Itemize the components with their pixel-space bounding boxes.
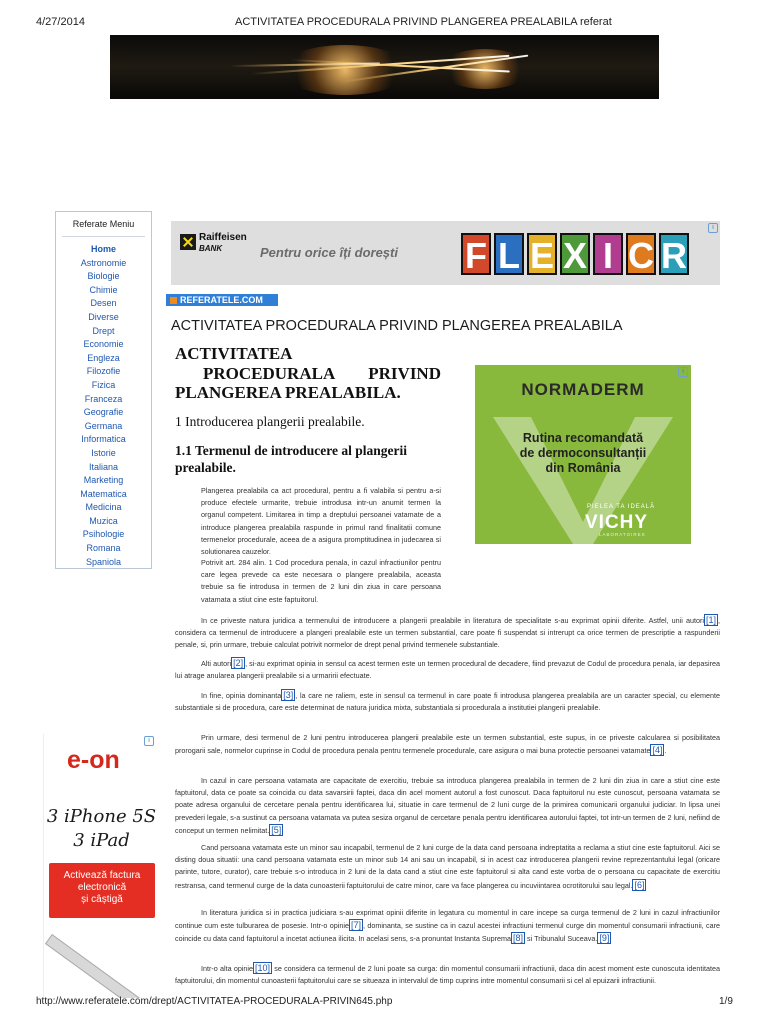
footnote-link-6[interactable]: [6] [634, 879, 645, 890]
page-title: ACTIVITATEA PROCEDURALA PRIVIND PLANGEREA PREALABILA [171, 318, 623, 334]
article-title-line1: ACTIVITATEA [175, 344, 293, 363]
page-url: http://www.referatele.com/drept/ACTIVITATEA-PROCEDURALA-PRIVIN645.php [36, 996, 393, 1007]
paragraph-4: Alti autori [2] , si-au exprimat opinia in sensul ca acest termen este un termen procedural de decadere, fiind prevazut de Codul de procedura penala, iar depasirea lui atrage anularea plangerii prealabile si a urmaririi efectuate. [175, 658, 720, 681]
menu-item-chimie[interactable]: Chimie [89, 284, 118, 295]
menu-item-geografie[interactable]: Geografie [83, 407, 124, 418]
vichy-laboratoires: LABORATOIRES [599, 532, 646, 537]
site-banner [110, 35, 659, 99]
menu-item-drept[interactable]: Drept [92, 325, 115, 336]
flexicredit-lettering [461, 233, 689, 275]
print-title: ACTIVITATEA PROCEDURALA PRIVIND PLANGEREA PREALABILA referat [235, 16, 612, 28]
paragraph-2: Potrivit art. 284 alin. 1 Cod procedura penala, in cazul infractiunilor pentru care legea prevede ca este necesara o plangere prealabila, aceasta trebuie sa fie introdusa in termen de 2 luni din ziua in care persoana vatamata a stiut cine este faptuitorul. [201, 558, 441, 604]
menu-item-biologie[interactable]: Biologie [87, 271, 120, 282]
flexicredit-letter: R [661, 235, 687, 276]
paragraph-6: Prin urmare, desi termenul de 2 luni pentru introducerea plangerii prealabile este un termen substantial, este supus, in ce priveste calcularea si posibilitatea prorogarii sale, normelor cuprinse in Codul de procedura penala pentru termenele procedurale, care asigura o mai buna protectie persoanei vatamate [4] . [175, 733, 720, 756]
eon-prize-line-2: 3 iPad [73, 830, 130, 851]
flexicredit-letter: I [593, 233, 623, 275]
phone-device-image [45, 934, 159, 998]
footnote-link-7[interactable]: [7] [350, 920, 361, 931]
menu-item-marketing[interactable]: Marketing [83, 475, 124, 486]
eon-prize-line-1: 3 iPhone 5S [46, 806, 157, 827]
menu-item-fizica[interactable]: Fizica [91, 379, 116, 390]
flexicredit-letter: E [527, 233, 557, 275]
vichy-line-2: de dermoconsultanții [519, 446, 647, 460]
eon-logo: e-on [67, 746, 120, 774]
ad-choices-icon[interactable]: i [708, 223, 718, 233]
menu-item-germana[interactable]: Germana [84, 420, 123, 431]
flexicredit-letter: X [560, 233, 590, 275]
page-number: 1/9 [719, 996, 733, 1007]
raiffeisen-brand-line2: BANK [199, 244, 223, 253]
referate-menu [55, 211, 152, 569]
raiffeisen-brand-line1: Raiffeisen [199, 232, 247, 243]
menu-item-home[interactable]: Home [90, 244, 116, 254]
raiffeisen-logo [180, 231, 250, 257]
article-title-word-procedurala: PROCEDURALA [203, 363, 336, 383]
footnote-link-5[interactable]: [5] [271, 824, 282, 835]
paragraph-7: In cazul in care persoana vatamata are capacitate de exercitiu, trebuie sa introduca plangerea prealabila in termen de 2 luni din ziua in care a stiut cine este faptuitorul, data ce poate sa coincida cu data savarsirii faptei, daca din acel moment autorul a fost cunoscut. Daca faptuitorul nu este cunoscut, persoana vatamata se poate adresa organului de cercetare penala pentru identificarea lui, situatie in care termenul de 2 luni curge de la primirea comunicarii organului judiciar. In lipsa unei prevederi legale, s-a sustinut ca persoana vatamata va putea sesiza organul de cercetare penala pentru identificarea autorului faptei, tot intr-un termen de 2 luni, nefiind de conceput un termen nelimitat. [5] [175, 776, 720, 835]
raiffeisen-slogan: Pentru orice îți dorești [260, 245, 398, 260]
vichy-normaderm-ad[interactable] [475, 365, 691, 544]
print-date: 4/27/2014 [36, 16, 85, 28]
paragraph-3: In ce priveste natura juridica a termenului de introducere a plangerii prealabile in literatura de specialitate s-au exprimat opinii diferite. Astfel, unii autori [1] , considera ca termenul de introducere a plangeri prealabile este un termen substantial, care poate fi suspendat si intrerupt ca orice termen de prescriptie a raspunderii penale, si, prin urmare, trebuie calculat potrivit normelor de drept penal privind termenele substantiale. [175, 615, 720, 650]
referatele-logo[interactable]: REFERATELE.COM [166, 294, 278, 306]
paragraph-9: In literatura juridica si in practica judiciara s-au exprimat opinii diferite in legatura cu momentul in care incepe sa curga termenul de 2 luni in cazul infractiunilor continue cum este tulburarea de posesie. Intr-o opinie [7] , dominanta, se sustine ca in cazul acestei infractiuni termenul curge din momentul consumarii infractiunii, care coincide cu data cand faptuitorul a incetat actiunea ilicita. In acelasi sens, s-a pronuntat Instanta Suprema [8] si Tribunalul Suceava. [9] [175, 908, 721, 944]
ad-choices-icon[interactable]: i [144, 736, 154, 746]
menu-divider [62, 236, 145, 237]
vichy-line-1: Rutina recomandată [522, 431, 644, 445]
vichy-tagline: PIELEA TA IDEALĂ [587, 504, 656, 510]
article-title [175, 344, 441, 403]
menu-item-filozofie[interactable]: Filozofie [86, 366, 121, 377]
menu-item-engleza[interactable]: Engleza [87, 352, 120, 363]
raiffeisen-ad[interactable] [171, 221, 720, 285]
paragraph-5: In fine, opinia dominanta [3] , la care ne raliem, este in sensul ca termenul in care poate fi introdusa plangerea prealabila are un caracter special, cu elemente substantiale si de procedura, care este determinat de natura juridica mixta, substantiala si procedurala a institutiei plangerii prealabile. [175, 690, 720, 713]
menu-item-muzica[interactable]: Muzica [89, 515, 118, 526]
menu-item-italiana[interactable]: Italiana [88, 461, 119, 472]
vichy-line-3: din România [545, 461, 621, 475]
footnote-link-10[interactable]: [10] [255, 963, 271, 973]
section-heading-1-1: 1.1 Termenul de introducere al plangerii prealabile. [175, 443, 408, 475]
menu-item-romana[interactable]: Romana [86, 543, 121, 554]
paragraph-1: Plangerea prealabila ca act procedural, pentru a fi valabila si pentru a-si produce efectele urmarite, trebuie introdusa intr-un anumit termen la organul competent. Limitarea in timp a dreptului persoanei vatamate de a introduce plangerea prealabila raspunde in primul rand finalitatii comune termenelor procedurale, aceea de a asigura promptitudinea in judecarea si solutionarea cauzelor. [201, 486, 441, 557]
menu-item-diverse[interactable]: Diverse [88, 311, 119, 322]
menu-item-informatica[interactable]: Informatica [81, 434, 126, 445]
eon-ad[interactable] [43, 734, 159, 998]
flexicredit-letter: C [628, 235, 654, 276]
paragraph-10: Intr-o alta opinie [10] se considera ca termenul de 2 luni poate sa curga: din momentul consumarii infractiunii, daca din acest moment este cunoscuta identitatea faptuitorului, din momentul cunoasterii faptuitorului care se situeaza in intervalul de timp cuprins intre momentul consumarii si cel al epuizarii infractiunii. [175, 963, 720, 986]
paragraph-8: Cand persoana vatamata este un minor sau incapabil, termenul de 2 luni curge de la data cand persoana indreptatita a reclama a stiut cine este faptuitorul. Aici se disting doua situatii: una cand persoana vatamata este un minor sub 14 ani sau un incapabil, si in acest caz introducerea plangerii revine reprezentantului legal (oricare parinte, tutore, curator), care trebuie s-o introduca in 2 luni de la data cand a stiut cine este faptuitorul si alta cand este vorba de o persoana cu capacitate de exercitiu restransa, cand termenul curge de la data cunoasterii faptuitorului de catre minor, care va face plangerea cu incuviintarea ocrotitorului sau legal. [6] [175, 843, 720, 890]
footnote-link-9[interactable]: [9] [599, 933, 610, 944]
ad-choices-icon[interactable]: i [678, 367, 688, 377]
raiffeisen-emblem-icon [180, 234, 196, 250]
menu-item-psihologie[interactable]: Psihologie [82, 529, 125, 540]
flexicredit-letter: L [494, 233, 524, 275]
article-title-word-privind: PRIVIND [368, 363, 441, 383]
menu-item-istorie[interactable]: Istorie [91, 447, 116, 458]
footnote-link-1[interactable]: [1] [705, 615, 716, 625]
footnote-link-4[interactable]: [4] [652, 745, 663, 756]
normaderm-brand: NORMADERM [521, 380, 645, 399]
logo-square-icon [170, 297, 177, 304]
menu-item-matematica[interactable]: Matematica [80, 488, 127, 499]
menu-item-economie[interactable]: Economie [83, 339, 124, 350]
section-heading-1: 1 Introducerea plangerii prealabile. [175, 414, 365, 429]
article-title-line3: PLANGEREA PREALABILA. [175, 383, 401, 402]
menu-item-medicina[interactable]: Medicina [85, 502, 122, 513]
vichy-logo: VICHY [585, 512, 649, 533]
menu-item-astronomie[interactable]: Astronomie [80, 257, 127, 268]
menu-item-spaniola[interactable]: Spaniola [85, 556, 122, 567]
menu-item-desen[interactable]: Desen [90, 298, 117, 309]
eon-cta-button[interactable]: Activează factura electronică și câștigă [49, 863, 155, 918]
footnote-link-8[interactable]: [8] [513, 933, 524, 944]
footnote-link-2[interactable]: [2] [233, 658, 244, 668]
menu-title: Referate Meniu [72, 219, 135, 229]
footnote-link-3[interactable]: [3] [283, 690, 294, 700]
menu-item-franceza[interactable]: Franceza [84, 393, 123, 404]
flexicredit-letter: F [461, 233, 491, 275]
